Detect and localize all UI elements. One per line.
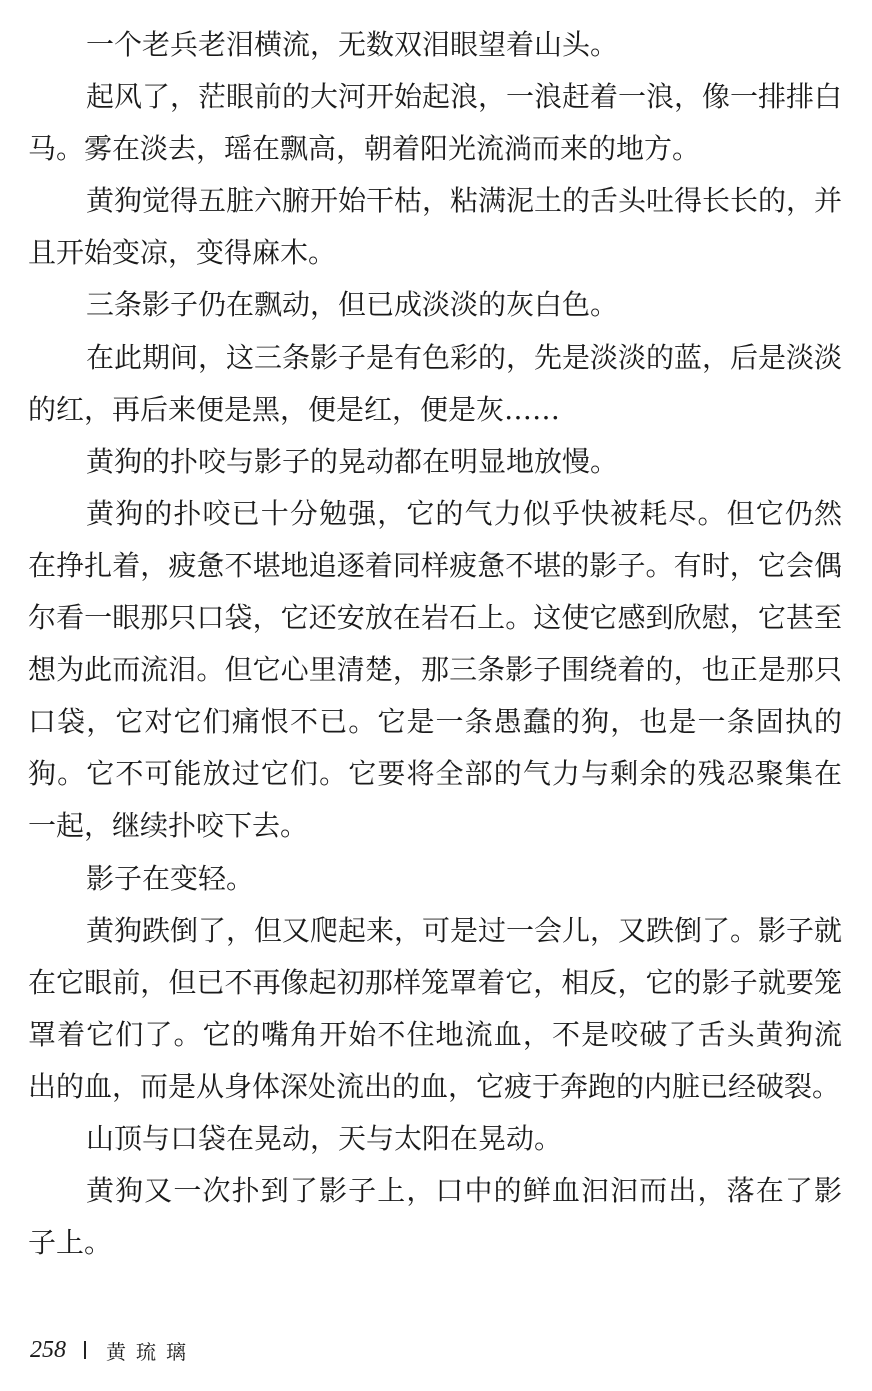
text-line: 黄狗的扑咬已十分勉强，它的气力似乎快被耗尽。但它仍然	[86, 496, 842, 530]
text-line: 马。雾在淡去，瑶在飘高，朝着阳光流淌而来的地方。	[28, 132, 701, 166]
text-line: 子上。	[28, 1226, 113, 1260]
text-line: 尔看一眼那只口袋，它还安放在岩石上。这使它感到欣慰，它甚至	[28, 601, 842, 635]
book-title: 黄琉璃	[106, 1339, 196, 1364]
text-line: 起风了，茫眼前的大河开始起浪，一浪赶着一浪，像一排排白	[86, 80, 843, 114]
text-line: 想为此而流泪。但它心里清楚，那三条影子围绕着的，也正是那只	[28, 653, 842, 687]
paragraph	[28, 436, 842, 488]
footer-divider	[84, 1341, 86, 1359]
paragraph	[28, 853, 842, 905]
text-line: 一个老兵老泪横流，无数双泪眼望着山头。	[86, 28, 619, 61]
text-line: 罩着它们了。它的嘴角开始不住地流血，不是咬破了舌头黄狗流	[28, 1017, 842, 1051]
page-number: 258	[30, 1336, 66, 1363]
text-line: 一起，继续扑咬下去。	[28, 809, 309, 843]
text-line: 在此期间，这三条影子是有色彩的，先是淡淡的蓝，后是淡淡	[86, 340, 843, 374]
text-line: 在它眼前，但已不再像起初那样笼罩着它，相反，它的影子就要笼	[28, 965, 842, 999]
text-line: 口袋，它对它们痛恨不已。它是一条愚蠢的狗，也是一条固执的	[28, 705, 842, 739]
paragraph	[28, 1113, 842, 1165]
text-line: 影子在变轻。	[86, 861, 255, 895]
text-line: 出的血，而是从身体深处流出的血，它疲于奔跑的内脏已经破裂。	[28, 1069, 841, 1103]
paragraph	[28, 332, 842, 436]
text-line: 山顶与口袋在晃动，天与太阳在晃动。	[86, 1121, 563, 1155]
paragraph	[28, 19, 842, 71]
text-line: 狗。它不可能放过它们。它要将全部的气力与剩余的残忍聚集在	[28, 757, 842, 791]
paragraph	[28, 279, 842, 331]
text-line: 且开始变凉，变得麻木。	[28, 236, 337, 270]
text-line: 黄狗又一次扑到了影子上，口中的鲜血汩汩而出，落在了影	[86, 1174, 842, 1208]
text-line: 黄狗的扑咬与影子的晃动都在明显地放慢。	[86, 444, 619, 478]
paragraph	[28, 175, 842, 279]
paragraph	[28, 488, 842, 853]
text-line: 三条影子仍在飘动，但已成淡淡的灰白色。	[86, 288, 619, 322]
text-line: 的红，再后来便是黑，便是红，便是灰……	[28, 392, 561, 426]
text-line: 黄狗跌倒了，但又爬起来，可是过一会儿，又跌倒了。影子就	[86, 913, 843, 947]
page-footer	[30, 1332, 196, 1368]
text-line: 在挣扎着，疲惫不堪地追逐着同样疲惫不堪的影子。有时，它会偶	[28, 548, 842, 582]
text-line: 黄狗觉得五脏六腑开始干枯，粘满泥土的舌头吐得长长的，并	[86, 184, 843, 218]
paragraph	[28, 905, 842, 1113]
paragraph	[28, 71, 842, 175]
paragraph	[28, 1165, 842, 1269]
body-text	[28, 19, 842, 1269]
